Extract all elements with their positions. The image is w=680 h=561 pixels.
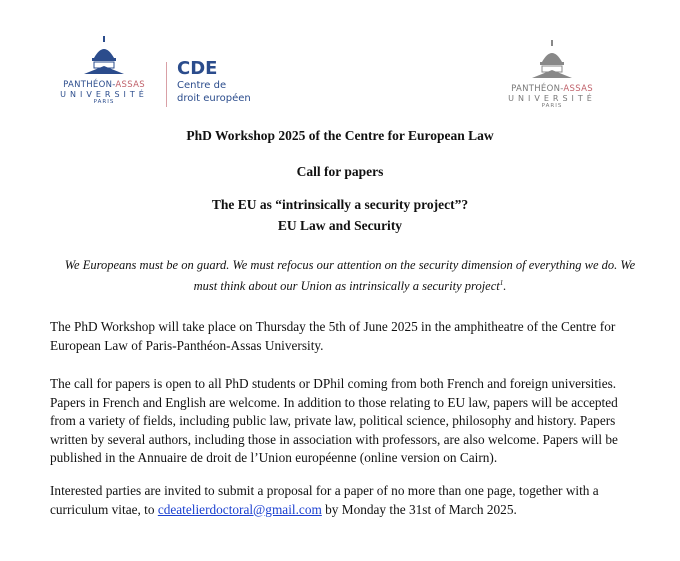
logo-text: PANTHÉON- — [63, 80, 116, 90]
logo-text: ASSAS — [563, 84, 593, 94]
pantheon-assas-logo-right — [500, 40, 604, 109]
paragraph: The PhD Workshop will take place on Thursday the 5th of June 2025 in the amphitheatre of the Centre for European Law of Paris-Panthéon-Assas University. — [50, 319, 616, 353]
paragraph: The call for papers is open to all PhD students or DPhil coming from both French and foreign universities. Papers in French and English are welcome. In addition to those relating to EU law, papers will be accepted from a variety of fields, including public law, private law, political science, philosophy and history. Papers written by several authors, including those in association with professors, are also welcome. Papers will be published in the Annuaire de droit de l’Union européenne (online version on Cairn). — [50, 376, 618, 465]
heading: PhD Workshop 2025 of the Centre for European Law — [186, 128, 494, 143]
footnote-marker[interactable]: 1 — [499, 279, 504, 287]
logo-text: UNIVERSITÉ — [60, 90, 148, 99]
subheading: Call for papers — [296, 164, 384, 179]
pantheon-dome-icon — [530, 40, 574, 80]
logo-text: PANTHÉON- — [511, 84, 564, 94]
epigraph-quote — [60, 256, 640, 295]
pantheon-dome-icon — [82, 36, 126, 76]
logo-text: PARIS — [541, 103, 563, 109]
email-link[interactable]: cdeatelierdoctoral@gmail.com — [157, 501, 322, 517]
logo-text: PARIS — [93, 99, 115, 105]
paragraph-text: Interested parties are invited to submit a proposal for a paper of no more than one page, together with a curriculum vitae, to — [50, 483, 599, 517]
pantheon-assas-logo-left — [52, 36, 156, 105]
paragraph-text: by Monday the 31st of March 2025. — [321, 501, 517, 517]
logo-text: UNIVERSITÉ — [508, 94, 596, 103]
quote-end: . — [503, 279, 507, 294]
logo-divider — [166, 62, 167, 107]
cde-line: droit européen — [177, 93, 251, 104]
quote-text: We Europeans must be on guard. We must refocus our attention on the security dimension of everything we do. We must think about our Union as intrinsically a security project — [64, 258, 636, 294]
title-line-1: The EU as “intrinsically a security project”? — [211, 197, 469, 212]
cde-acronym: CDE — [177, 58, 218, 79]
cde-line: Centre de — [177, 80, 227, 91]
paragraph — [50, 482, 640, 519]
title-line-2: EU Law and Security — [277, 218, 403, 233]
cde-logo — [177, 58, 251, 105]
logo-text: ASSAS — [115, 80, 145, 90]
